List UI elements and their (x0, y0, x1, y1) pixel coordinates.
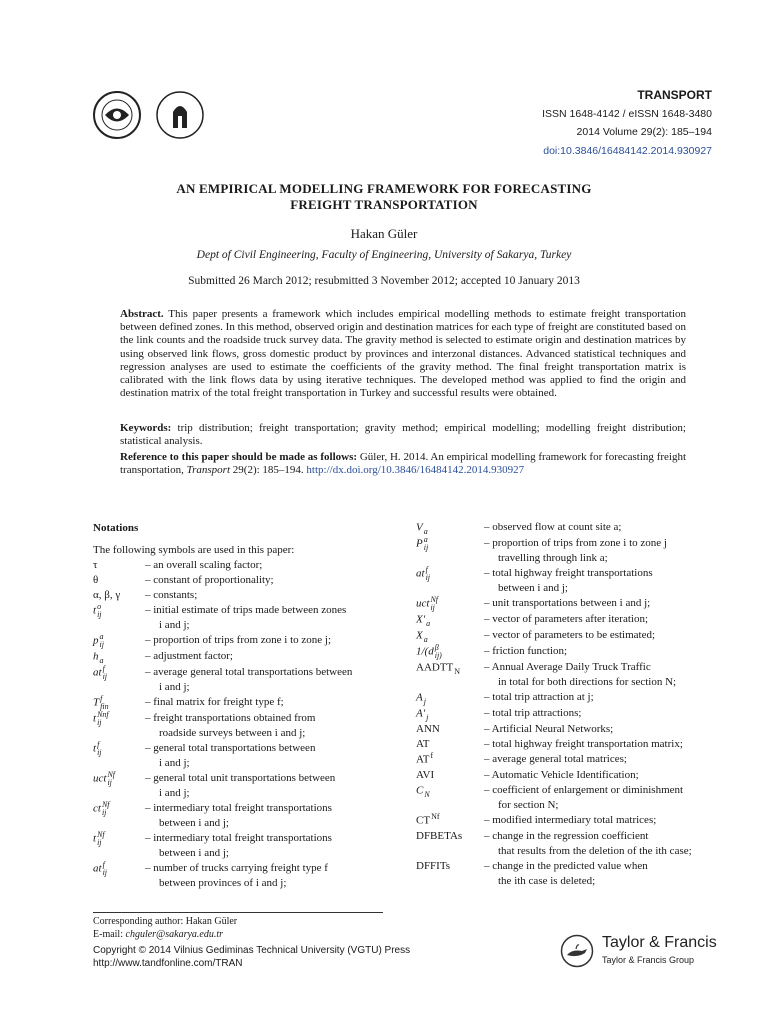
notation-description: between i and j; (159, 817, 229, 829)
notation-symbol: uct Nf ij (93, 770, 116, 787)
submission-dates: Submitted 26 March 2012; resubmitted 3 November 2012; accepted 10 January 2013 (188, 275, 580, 287)
notation-description: – unit transportations between i and j; (484, 597, 651, 609)
notation-symbol: t f ij (93, 740, 102, 757)
notation-description: between provinces of i and j; (159, 877, 287, 889)
notation-description: – general total unit transportations between (145, 772, 336, 784)
notation-description: – vector of parameters after iteration; (484, 613, 649, 625)
notation-symbol: AVI (416, 769, 435, 781)
keywords-text: trip distribution; freight transportation; gravity method; empirical modelling; modelling freight distribution; statistical analysis. (120, 422, 686, 448)
notation-symbol: X a (416, 629, 428, 644)
issn: ISSN 1648-4142 / eISSN 1648-3480 (542, 107, 712, 120)
notation-entry (416, 706, 716, 722)
notation-description: – general total transportations between (145, 742, 316, 754)
notation-description: – Annual Average Daily Truck Traffic (484, 661, 651, 673)
copyright: Copyright © 2014 Vilnius Gediminas Technical University (VGTU) Press (93, 945, 411, 956)
notation-entry (416, 644, 716, 660)
publisher-lamp-icon (560, 934, 594, 968)
reference-text: Güler, H. 2014. An empirical modelling framework for forecasting freight transportation, (120, 451, 687, 477)
notation-description: – Artificial Neural Networks; (484, 723, 614, 735)
notation-description: – intermediary total freight transportations (145, 802, 332, 814)
notations-heading: Notations (93, 522, 139, 534)
notation-entry (416, 612, 716, 628)
notation-symbol: at f ij (93, 860, 108, 877)
notation-symbol: AT (416, 738, 430, 750)
notations-left (93, 521, 393, 891)
publisher-group: Taylor & Francis Group (602, 955, 695, 965)
reference (120, 451, 686, 477)
journal-header (542, 86, 712, 160)
notation-description: – number of trucks carrying freight type f (145, 862, 328, 874)
notation-description: – constants; (145, 589, 198, 601)
notation-description: – an overall scaling factor; (145, 559, 263, 571)
notation-description: – coefficient of enlargement or diminishment (484, 784, 684, 796)
notation-entry (416, 520, 716, 536)
notation-entry (93, 633, 393, 649)
notation-entry (93, 695, 393, 711)
notation-description: travelling through link a; (498, 552, 608, 564)
notation-description: – modified intermediary total matrices; (484, 814, 657, 826)
footer-divider (93, 912, 383, 913)
notation-symbol: ct Nf ij (93, 800, 110, 817)
notation-symbol: A j (416, 691, 426, 706)
notation-symbol: 1/(d β ij) (416, 643, 442, 660)
abstract (120, 308, 686, 400)
notation-symbol: V a (416, 521, 428, 536)
notation-symbol: τ (93, 559, 98, 571)
notation-entry (93, 603, 393, 633)
notation-entry (93, 558, 393, 573)
affiliation: Dept of Civil Engineering, Faculty of Engineering, University of Sakarya, Turkey (196, 249, 572, 261)
university-seal-logo (92, 90, 142, 140)
academy-seal-logo (155, 90, 205, 140)
notation-symbol: at f ij (416, 565, 431, 582)
doi-link[interactable]: doi:10.3846/16484142.2014.930927 (543, 144, 712, 157)
notation-symbol: uct Nf ij (416, 595, 439, 612)
notation-symbol: α, β, γ (93, 589, 121, 601)
notation-description: – adjustment factor; (145, 650, 233, 662)
notation-description: – proportion of trips from zone i to zone j (484, 537, 667, 549)
notation-entry (416, 737, 716, 752)
notation-description: i and j; (159, 681, 190, 693)
notation-symbol: t o ij (93, 602, 102, 619)
notation-description: – initial estimate of trips made between zones (145, 604, 347, 616)
footer (93, 916, 410, 970)
notation-symbol: at f ij (93, 664, 108, 681)
notation-symbol: T f fin (93, 694, 109, 711)
notation-symbol: P a ij (416, 535, 429, 552)
notation-symbol: CT Nf (416, 812, 440, 827)
notation-entry (416, 628, 716, 644)
notation-symbol: DFFITs (416, 860, 451, 872)
notation-description: – average general total matrices; (484, 753, 627, 765)
notation-entry (93, 649, 393, 665)
notation-description: – total highway freight transportation matrix; (484, 738, 683, 750)
notation-description: i and j; (159, 757, 190, 769)
notation-description: the ith case is deleted; (498, 875, 596, 887)
notation-description: – friction function; (484, 645, 568, 657)
notation-description: between i and j; (159, 847, 229, 859)
notation-symbol: A' j (416, 707, 429, 722)
notation-description: – change in the regression coefficient (484, 830, 649, 842)
notations-intro: The following symbols are used in this paper: (93, 544, 295, 556)
notation-description: – vector of parameters to be estimated; (484, 629, 656, 641)
keywords (120, 422, 686, 448)
reference-label: Reference to this paper should be made as follows: (120, 451, 358, 463)
abstract-label: Abstract. (120, 308, 164, 320)
title-line: FREIGHT TRANSPORTATION (290, 196, 478, 212)
notation-entry (93, 741, 393, 771)
notation-entry (416, 768, 716, 783)
notation-description: – total trip attraction at j; (484, 691, 594, 703)
notation-entry (416, 536, 716, 566)
notation-entry (93, 771, 393, 801)
author: Hakan Güler (350, 226, 418, 241)
email[interactable]: chguler@sakarya.edu.tr (125, 928, 224, 940)
notation-entry (416, 813, 716, 829)
email-label: E-mail: (93, 928, 123, 940)
paper-title (0, 181, 768, 212)
notation-description: – final matrix for freight type f; (145, 696, 284, 708)
notation-symbol: t Nf ij (93, 830, 105, 847)
notation-description: – total highway freight transportations (484, 567, 653, 579)
notation-description: – average general total transportations between (145, 666, 353, 678)
notation-entry (416, 596, 716, 612)
notation-description: that results from the deletion of the ith case; (498, 845, 692, 857)
notation-symbol: C N (416, 784, 430, 799)
notation-entry (93, 831, 393, 861)
volume-info: 2014 Volume 29(2): 185–194 (576, 126, 712, 138)
keywords-label: Keywords: (120, 422, 172, 434)
notation-entry (416, 859, 716, 889)
notation-entry (93, 711, 393, 741)
notation-entry (416, 829, 716, 859)
notation-symbol: ANN (416, 723, 440, 735)
notation-entry (416, 566, 716, 596)
notation-description: – intermediary total freight transportations (145, 832, 332, 844)
notation-description: between i and j; (498, 582, 568, 594)
notation-entry (416, 783, 716, 813)
corresponding-author: Corresponding author: Hakan Güler (93, 916, 238, 927)
notation-description: – freight transportations obtained from (145, 712, 316, 724)
notation-symbol: AADTT N (416, 661, 461, 676)
notation-symbol: DFBETAs (416, 830, 463, 842)
notation-entry (93, 665, 393, 695)
notation-entry (416, 690, 716, 706)
notation-entry (93, 588, 393, 603)
journal-name: TRANSPORT (637, 88, 712, 102)
notation-description: i and j; (159, 787, 190, 799)
notation-description: – total trip attractions; (484, 707, 582, 719)
reference-link[interactable]: http://dx.doi.org/10.3846/16484142.2014.930927 (306, 464, 525, 477)
notation-description: – Automatic Vehicle Identification; (484, 769, 639, 781)
notation-entry (416, 752, 716, 768)
notation-symbol: h a (93, 650, 104, 665)
notation-entry (93, 861, 393, 891)
journal-url[interactable]: http://www.tandfonline.com/TRAN (93, 957, 243, 969)
notation-symbol: p a ij (93, 632, 104, 649)
notations-right (416, 520, 716, 889)
notation-entry (93, 801, 393, 831)
publisher-name: Taylor & Francis (602, 934, 717, 951)
abstract-text: This paper presents a framework which includes empirical modelling methods to estimate freight transportation between defined zones. In this method, observed origin and destination matrices for each type of freight are constituted based on the link counts and the roadside truck survey data. The gravity method is selected to estimate origin and destination matrices by using observed link flows, gross domestic product by provinces and interzonal distances. Advanced statistical techniques and regression analyses are used to estimate the coefficients of the gravity method. The final freight transportation matrix is calibrated with the link flows data by using iterative techniques. The developed method was applied to find the origin and destination matrix of the total freight transportation in Turkey and successful results were obtained. (120, 308, 687, 400)
notation-description: – constant of proportionality; (145, 574, 274, 586)
publisher-logo (560, 932, 720, 972)
notation-entry (93, 573, 393, 588)
notation-description: – observed flow at count site a; (484, 521, 622, 533)
notation-description: – proportion of trips from zone i to zone j; (145, 634, 332, 646)
notation-description: roadside surveys between i and j; (159, 727, 306, 739)
notation-description: in total for both directions for section N; (498, 676, 677, 688)
notation-symbol: AT f (416, 751, 434, 766)
notation-description: i and j; (159, 619, 190, 631)
notation-entry (416, 722, 716, 737)
notation-description: – change in the predicted value when (484, 860, 648, 872)
notation-description: for section N; (498, 799, 559, 811)
notation-symbol: t Nnf ij (93, 710, 109, 727)
notation-entry (416, 660, 716, 690)
title-line: AN EMPIRICAL MODELLING FRAMEWORK FOR FORECASTING (176, 181, 592, 196)
reference-journal: Transport (186, 464, 231, 477)
reference-pages: 29(2): 185–194. (232, 464, 304, 477)
notation-symbol: θ (93, 574, 99, 586)
notation-symbol: X' a (416, 613, 431, 628)
